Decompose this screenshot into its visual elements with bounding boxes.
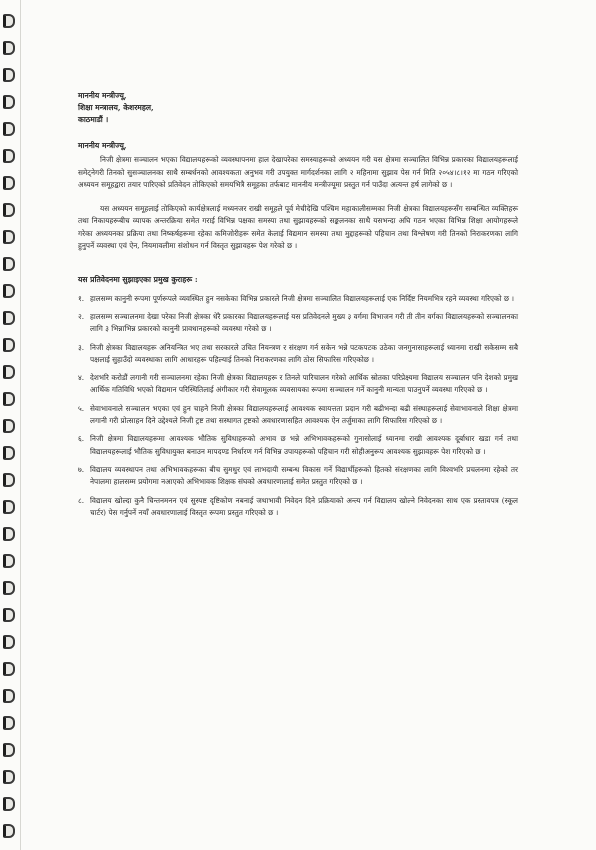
list-item [78,464,518,489]
binding-ring [3,500,15,514]
item-number: ७. [78,464,85,474]
address-line-3: काठमाडौं । [78,115,109,124]
binding-ring [3,284,15,298]
binding-ring [3,149,15,163]
item-text: देशभरि करोडौं लगानी गरी सञ्चालनमा रहेका निजी क्षेत्रका विद्यालयहरू र तिनले पारिचालन गरेको आर्थिक स्रोतका परिप्रेक्ष्यमा विद्यालय सञ्चालन पनि देशको प्रमुख आर्थिक गतिविधि भएको विद्यमान परिस्थितिलाई अंगीकार गरी सेवामूलक व्यवसायका रूपमा सञ्चालन गर्ने कानुनी मान्यता पाउनुपर्ने व्यवस्था गरिएको छ । [90,373,518,395]
binding-ring [3,716,15,730]
binding-ring [3,392,15,406]
binding-ring [3,527,15,541]
binding-ring [3,257,15,271]
list-item [78,342,518,367]
binding-ring [3,635,15,649]
binding-ring [3,419,15,433]
section-title: यस प्रतिवेदनमा सुझाइएका प्रमुख कुराहरू : [78,275,198,285]
binding-ring [3,446,15,460]
binding-ring [3,554,15,568]
binding-ring [3,14,15,28]
letter-body [78,90,518,519]
item-number: ३. [78,342,85,352]
item-number: ४. [78,373,85,383]
binding-ring [3,689,15,703]
item-number: १. [78,293,85,303]
binding-ring [3,662,15,676]
binding-ring [3,203,15,217]
address-line-1: माननीय मन्त्रीज्यू, [78,91,127,100]
list-item [78,311,518,336]
item-text: निजी क्षेत्रका विद्यालयहरू अनियन्त्रित भए तथा सरकारले उचित नियन्त्रण र संरक्षण गर्न सकेन भन्ने पटकपटक उठेका जनगुनासाहरूलाई ध्यानमा राखी सकेसम्म सबै पक्षलाई सुहाउँदो व्यवस्थाका लागि आधारहरू पहिल्याई तिनको निराकरणका लागि ठोस सिफारिस गरिएकोछ । [90,342,518,364]
item-text: सेवाभावनाले सञ्चालन भएका एवं हुन चाहने निजी क्षेत्रका विद्यालयहरूलाई आवश्यक स्वायत्तता प्रदान गरी बढीभन्दा बढी संस्थाहरूलाई सेवाभावनाले शिक्षा क्षेत्रमा लगानी गरी प्रोत्साहन दिने उद्देश्यले निजी ट्रष्ट तथा सस्थागत ट्रष्टको अवधारणासहित आवश्यक ऐन तर्जुमाका लागि सिफारिस गरिएको छ । [90,403,518,426]
item-text: विद्यालय खोल्दा कुनै चिन्तनमनन एवं सुस्पष्ट दृष्टिकोण नबनाई जथाभावी निवेदन दिने प्रक्रियाको अन्त्य गर्न विद्यालय खोल्ने निवेदनका साथ एक प्रस्तावपत्र (स्कूल चार्टर) पेस गर्नुपर्ने नयाँ अवधारणालाई विस्तृत रूपमा प्रस्तुत गरिएको छ । [90,495,518,517]
list-item [78,495,518,520]
item-number: ५. [78,403,85,413]
salutation: माननीय मन्त्रीज्यू, [78,141,127,150]
binding-ring [3,473,15,487]
list-item [78,372,518,397]
item-text: विद्यालय व्यवस्थापन तथा अभिभावकहरूका बीच सुमधुर एवं लाभदायी सम्बन्ध विकास गर्ने विद्यार्थीहरूको हितको संरक्षणका लागि विश्वभरि प्रचलनमा रहेको तर नेपालमा हालसम्म प्रयोगमा नआएको अभिभावक शिक्षक संघको अवधारणालाई समेत प्रस्तुत गरिएको छ । [90,464,518,487]
binding-ring [3,338,15,352]
paragraph-1: निजी क्षेत्रमा सञ्चालन भएका विद्यालयहरूको व्यवस्थापनमा हाल देखापरेका समस्याहरूको अध्ययन गरी यस क्षेत्रमा सञ्चालित विभिन्न प्रकारका विद्यालयहरूलाई समेट्नेगरी तिनको सुसञ्चालनका साथै सम्बर्धनको आवश्यकता अनुभव गरी उपयुक्त मार्गदर्शनका लागि २ महिनामा सुझाव पेस गर्न मिति २०५४।८।१२ मा गठन गरिएको अध्ययन समूहद्वारा तयार पारिएको प्रतिवेदन तोकिएको समयभित्रै समूहका तर्फबाट माननीय मन्त्रीज्यूमा प्रस्तुत गर्न पाउँदा अत्यन्त हर्ष लागेको छ । [78,155,518,189]
item-number: ८. [78,495,85,505]
binding-ring [3,311,15,325]
binding-ring [3,581,15,595]
recipient-address [78,90,518,126]
binding-ring [3,176,15,190]
list-item [78,433,518,458]
binding-ring [3,365,15,379]
recommendations-list [78,293,518,519]
item-number: ६. [78,434,85,444]
binding-ring [3,797,15,811]
item-text: हालसम्म सञ्चालनमा देखा परेका निजी क्षेत्रका धेरै प्रकारका विद्यालयहरूलाई यस प्रतिवेदनले मुख्य ३ वर्गमा विभाजन गरी ती तीन वर्गका विद्यालयहरूको सञ्चालनका लागि ३ भिन्नाभिन्न प्रकारको कानुनी प्रावधानहरूको व्यवस्था गरेको छ । [90,311,518,334]
page-edge [20,0,21,850]
binding-ring [3,95,15,109]
binding-ring [3,230,15,244]
address-line-2: शिक्षा मन्त्रालय, केशरमहल, [78,103,154,112]
binding-ring [3,824,15,838]
binding-ring [3,743,15,757]
item-text: हालसम्म कानुनी रूपमा पूर्णरूपले व्यवस्थित हुन नसकेका विभिन्न प्रकारले निजी क्षेत्रमा सञ्चालित विद्यालयहरूलाई एक निर्दिष्ट नियमभित्र रहने व्यवस्था गरिएको छ । [90,293,515,303]
list-item [78,403,518,428]
binding-ring [3,608,15,622]
binding-ring [3,770,15,784]
list-item [78,293,518,305]
paragraph-2: यस अध्ययन समूहलाई तोकिएको कार्यक्षेत्रलाई मध्यनजर राखी समूहले पूर्व मेचीदेखि पश्चिम महाकालीसम्मका निजी क्षेत्रका विद्यालयहरूसँग सम्बन्धित व्यक्तिहरू तथा निकायहरूबीच व्यापक अन्तरक्रिया समेत गराई विभिन्न पक्षका समस्या तथा सुझावहरूको सङ्कलनका साथै यसभन्दा अघि गठन भएका विभिन्न शिक्षा आयोगहरूले गरेका अध्ययनका प्रक्रिया तथा निष्कर्षहरूमा रहेका कमिजोरीहरू समेत केलाई विद्यमान समस्या तथा मुद्दाहरूको पहिचान तथा विश्लेषण गरी तिनको निराकरणका लागि हुनुपर्ने व्यवस्था एवं ऐन, नियमावलीमा संशोधन गर्न विस्तृत सुझावहरू पेश गरेको छ । [78,204,518,251]
binding-ring [3,122,15,136]
item-text: निजी क्षेत्रमा विद्यालयहरूमा आवश्यक भौतिक सुविधाहरूको अभाव छ भन्ने अभिभावकहरूको गुनासोलाई ध्यानमा राखी आवश्यक दूर्बाधार खडा गर्न तथा विद्यालयहरूलाई भौतिक सुविधायुक्त बनाउन मापदण्ड निर्धारण गर्न विभिन्न उपायहरूको पहिचान गरी सोहीअनुरूप आवश्यक सुझावहरू पेश गरिएको छ । [90,434,518,456]
binding-ring [3,41,15,55]
binding-ring [3,68,15,82]
item-number: २. [78,311,85,321]
